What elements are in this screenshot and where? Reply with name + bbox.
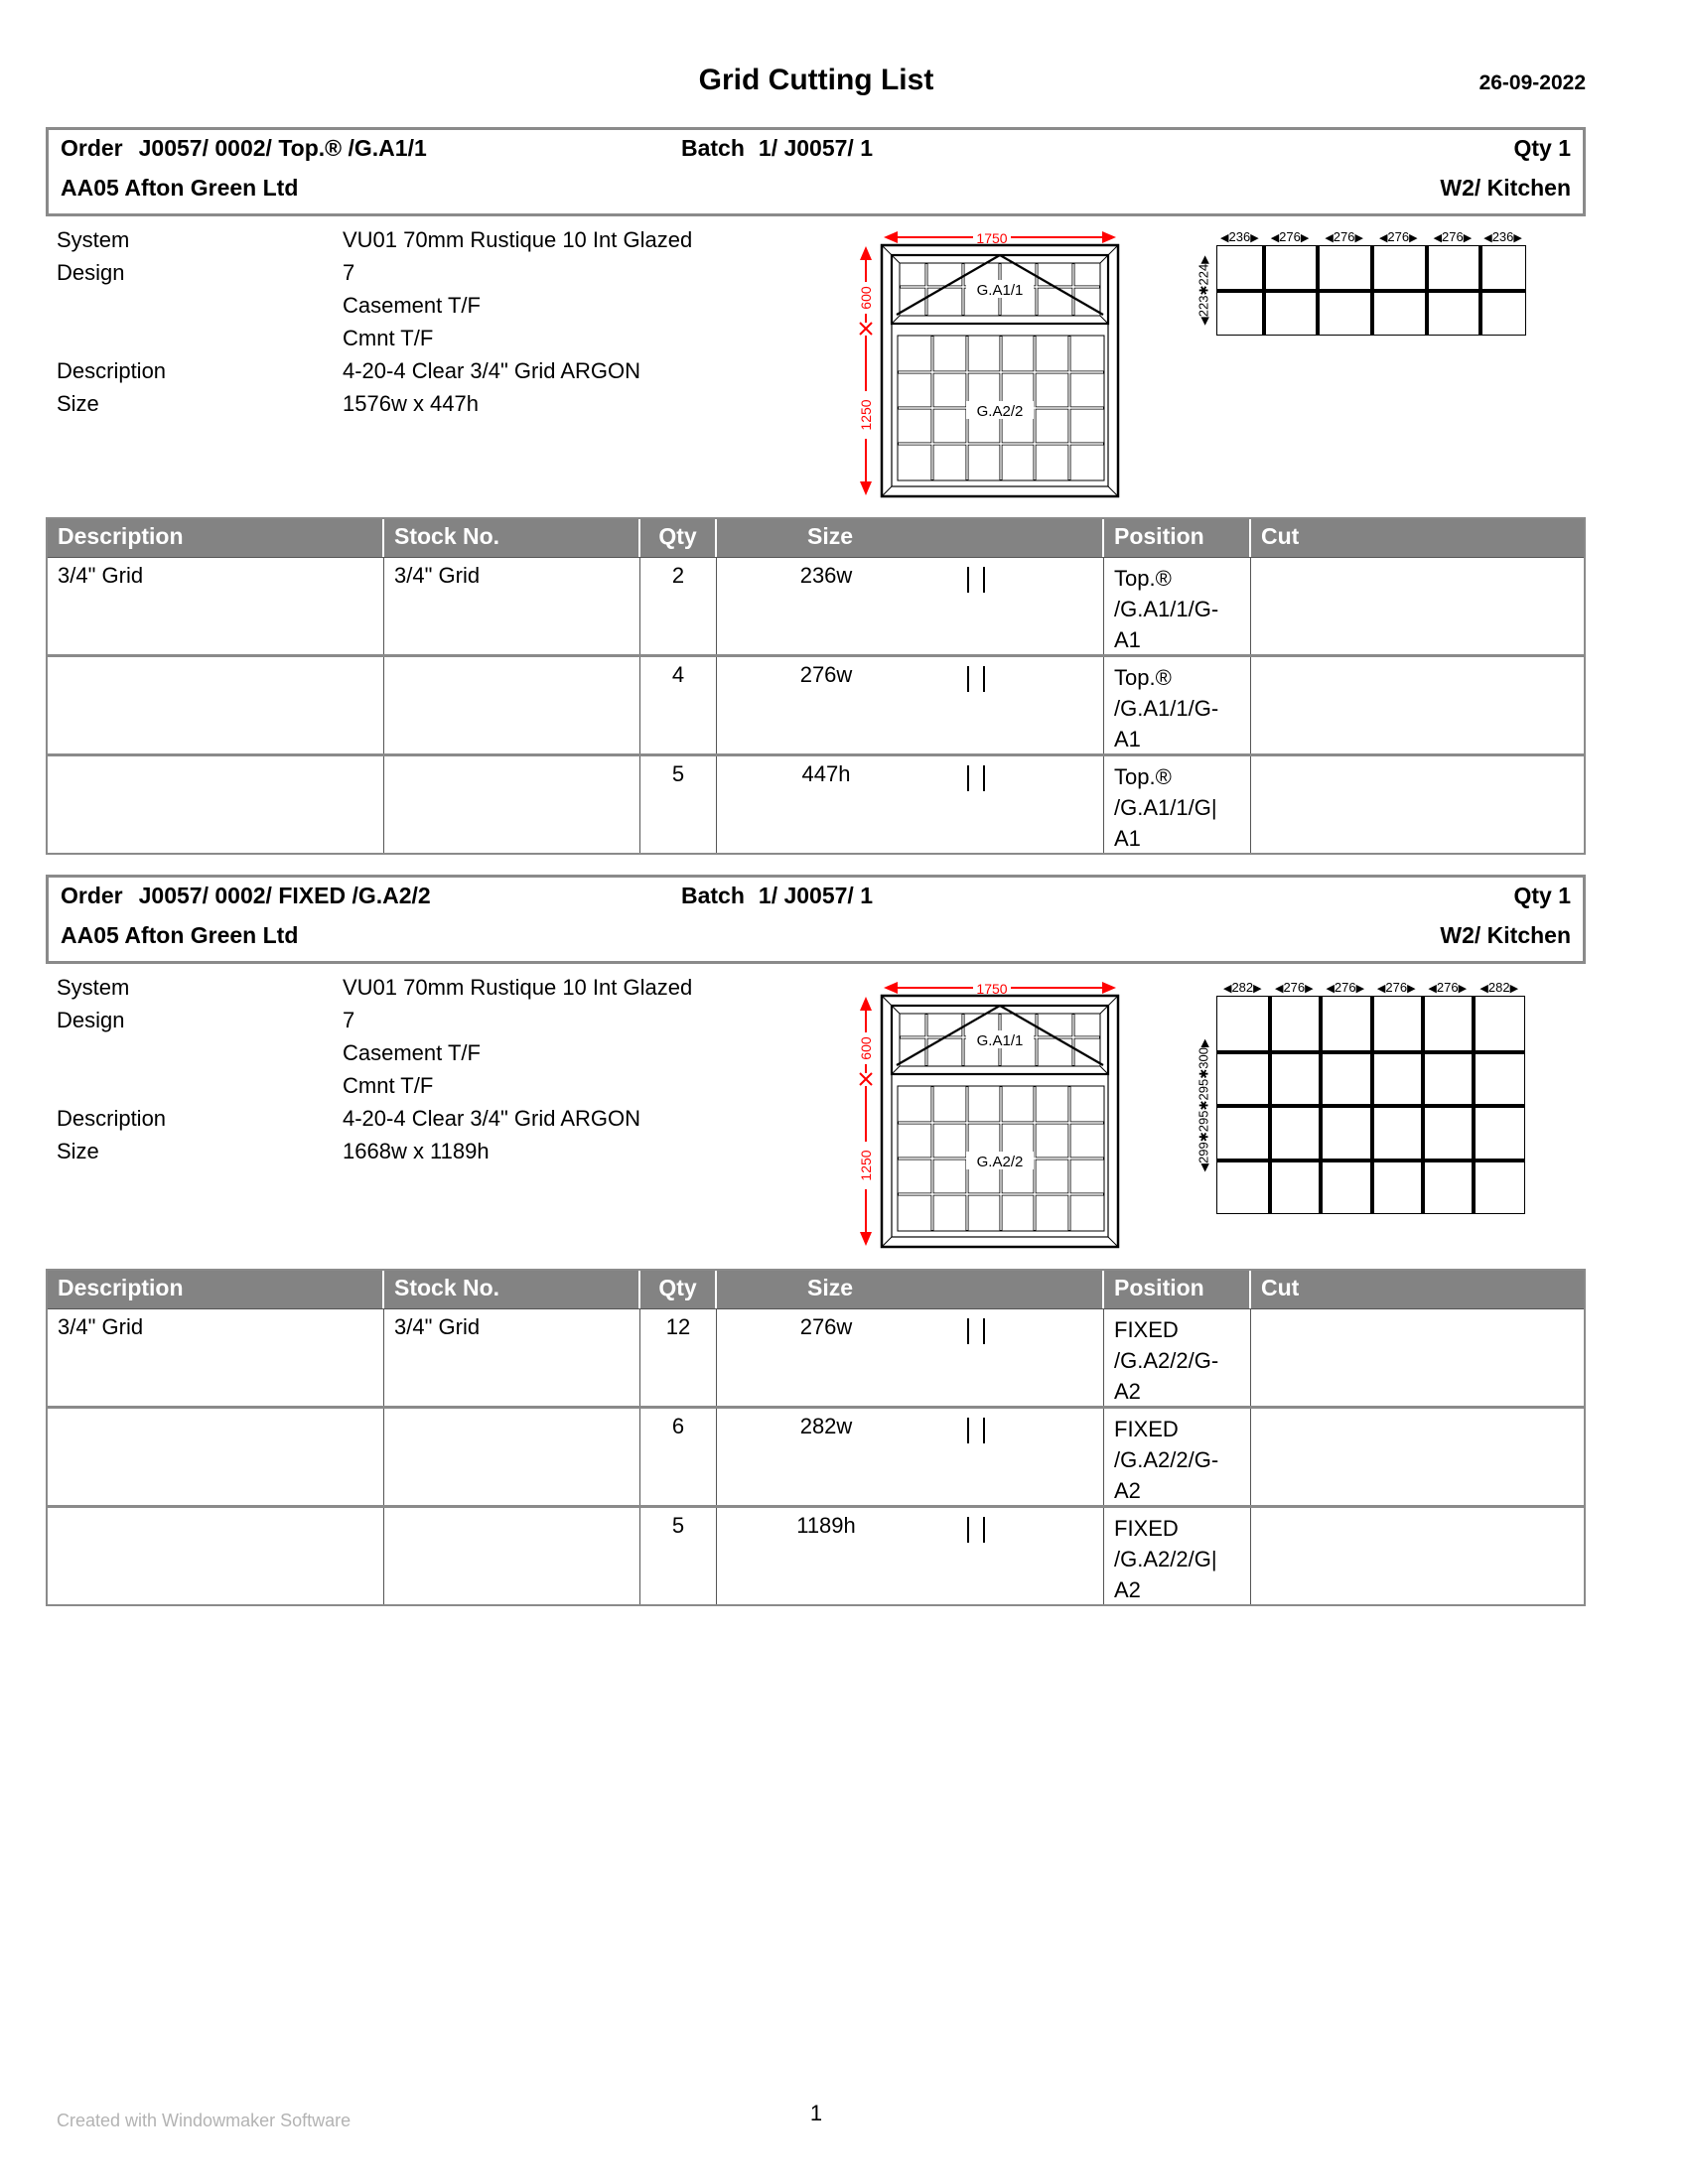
cell-size	[717, 756, 1104, 853]
width-dim-label: 1750	[976, 981, 1008, 997]
size-value: 276w	[799, 1314, 853, 1339]
header-cut: Cut	[1261, 1275, 1300, 1300]
red-dimension-lines	[860, 982, 1116, 1246]
header-description: Description	[48, 519, 384, 557]
row-dim: 299	[1196, 1141, 1211, 1163]
col-dim: ◀ 282 ▶	[1216, 980, 1269, 996]
report-date: 26-09-2022	[1478, 71, 1586, 94]
info-row-design3	[57, 322, 692, 354]
header-qty: Qty	[640, 1271, 717, 1308]
header-position: Position	[1104, 519, 1251, 557]
col-dim: ◀ 276 ▶	[1320, 980, 1370, 996]
col-dim: ◀ 276 ▶	[1317, 229, 1371, 245]
info-row-size	[57, 387, 692, 420]
red-dimension-lines	[860, 231, 1116, 495]
batch-value: 1/ J0057/ 1	[758, 883, 874, 908]
order-value: J0057/ 0002/ Top.® /G.A1/1	[138, 135, 427, 161]
info-label: System	[57, 227, 130, 252]
header-position: Position	[1104, 1271, 1251, 1308]
window-elevation-diagram	[854, 226, 1124, 500]
grid-dimensions-diagram	[1192, 980, 1534, 1228]
info-row-design3	[57, 1069, 692, 1102]
window-location: W2/ Kitchen	[1440, 175, 1571, 201]
cell-stock-no	[384, 657, 640, 753]
info-row-design2	[57, 289, 692, 322]
row-dims-rotated	[1196, 1038, 1211, 1171]
cell-qty: 6	[640, 1409, 717, 1505]
cell-stock-no	[384, 1409, 640, 1505]
qty-badge: Qty 1	[1513, 135, 1571, 161]
header-qty: Qty	[640, 519, 717, 557]
cell-cut	[1251, 558, 1584, 654]
info-value: 7	[343, 260, 355, 285]
order-section-2	[0, 875, 1688, 1609]
info-value: VU01 70mm Rustique 10 Int Glazed	[343, 975, 693, 1000]
header-description: Description	[48, 1271, 384, 1308]
bottom-pane-label: G.A2/2	[976, 1154, 1024, 1170]
grid-column-dims	[1216, 229, 1526, 245]
order-id	[61, 135, 427, 162]
cell-stock-no: 3/4" Grid	[384, 558, 640, 654]
col-dim: ◀ 276 ▶	[1426, 229, 1480, 245]
bottom-pane-label: G.A2/2	[976, 403, 1024, 420]
top-sash-label: G.A1/1	[976, 282, 1024, 299]
cell-description: 3/4" Grid	[48, 558, 384, 654]
bottom-height-dim-label: 1250	[858, 399, 874, 431]
info-row-design2	[57, 1036, 692, 1069]
info-label: Size	[57, 391, 99, 416]
grid-dimensions-diagram	[1192, 229, 1534, 348]
header-cut: Cut	[1261, 523, 1300, 549]
info-label: Description	[57, 1106, 167, 1131]
batch-id	[681, 135, 873, 162]
info-row-system	[57, 971, 692, 1004]
product-info-block	[57, 223, 692, 420]
table-header-row	[48, 1271, 1584, 1309]
cell-position: Top.® /G.A1/1/G| A1	[1104, 756, 1251, 853]
size-value: 1189h	[796, 1513, 856, 1538]
customer-name: AA05 Afton Green Ltd	[61, 175, 299, 201]
info-row-description	[57, 354, 692, 387]
size-value: 236w	[799, 563, 853, 588]
header-size: Size	[717, 519, 1104, 557]
info-value: 4-20-4 Clear 3/4" Grid ARGON	[343, 1106, 641, 1131]
cutting-list-table	[46, 517, 1586, 855]
cell-stock-no: 3/4" Grid	[384, 1309, 640, 1406]
col-dim: ◀ 236 ▶	[1479, 229, 1526, 245]
square-cut-marks	[967, 765, 999, 791]
table-row	[48, 558, 1584, 654]
order-header-box	[46, 127, 1586, 216]
info-label: Design	[57, 260, 125, 285]
software-credit: Created with Windowmaker Software	[57, 2111, 352, 2130]
table-row	[48, 1406, 1584, 1505]
cell-qty: 4	[640, 657, 717, 753]
batch-value: 1/ J0057/ 1	[758, 135, 874, 161]
cell-stock-no	[384, 756, 640, 853]
info-value: Casement T/F	[343, 293, 481, 318]
cell-description	[48, 657, 384, 753]
batch-id	[681, 883, 873, 909]
info-label: Size	[57, 1139, 99, 1163]
page-title: Grid Cutting List	[698, 64, 934, 96]
col-dim: ◀ 276 ▶	[1269, 980, 1320, 996]
qty-badge: Qty 1	[1513, 883, 1571, 908]
bottom-height-dim-label: 1250	[858, 1150, 874, 1181]
row-dim: ✱ 295	[1196, 1078, 1211, 1110]
page-number: 1	[809, 2101, 823, 2125]
square-cut-marks	[967, 1517, 999, 1543]
info-value: 7	[343, 1008, 355, 1032]
row-dims-rotated	[1196, 255, 1211, 325]
col-dim: ◀ 276 ▶	[1371, 229, 1426, 245]
cell-cut	[1251, 756, 1584, 853]
square-cut-marks	[967, 1418, 999, 1443]
batch-label: Batch	[681, 883, 745, 908]
size-value: 282w	[799, 1414, 853, 1438]
info-label: System	[57, 975, 130, 1000]
cell-qty: 2	[640, 558, 717, 654]
order-id	[61, 883, 431, 909]
row-dim: ✱ 224	[1196, 264, 1211, 296]
cell-stock-no	[384, 1508, 640, 1604]
info-value: 4-20-4 Clear 3/4" Grid ARGON	[343, 358, 641, 383]
order-section-1	[0, 127, 1688, 862]
cell-qty: 5	[640, 1508, 717, 1604]
info-value: 1576w x 447h	[343, 391, 479, 416]
top-height-dim-label: 600	[858, 286, 874, 310]
cell-size	[717, 558, 1104, 654]
window-elevation-diagram	[854, 977, 1124, 1251]
cell-cut	[1251, 1409, 1584, 1505]
order-header-row2	[49, 922, 1583, 958]
order-label: Order	[61, 135, 123, 161]
info-value: 1668w x 1189h	[343, 1139, 490, 1163]
cell-position: FIXED /G.A2/2/G- A2	[1104, 1309, 1251, 1406]
cell-cut	[1251, 1508, 1584, 1604]
cell-position: Top.® /G.A1/1/G- A1	[1104, 558, 1251, 654]
info-row-size	[57, 1135, 692, 1167]
grid-layout-box	[1216, 245, 1526, 336]
top-sash-label: G.A1/1	[976, 1032, 1024, 1049]
table-row	[48, 654, 1584, 753]
info-label: Description	[57, 358, 167, 383]
top-height-dim-label: 600	[858, 1036, 874, 1060]
cell-position: FIXED /G.A2/2/G| A2	[1104, 1508, 1251, 1604]
customer-name: AA05 Afton Green Ltd	[61, 922, 299, 948]
window-location: W2/ Kitchen	[1440, 922, 1571, 948]
info-value: Cmnt T/F	[343, 326, 434, 350]
square-cut-marks	[967, 567, 999, 593]
info-row-design	[57, 256, 692, 289]
table-row	[48, 753, 1584, 853]
cell-qty: 12	[640, 1309, 717, 1406]
cell-description	[48, 1508, 384, 1604]
header-stock-no: Stock No.	[384, 519, 640, 557]
batch-label: Batch	[681, 135, 745, 161]
product-info-block	[57, 971, 692, 1167]
row-dim: ✱ 300	[1196, 1047, 1211, 1079]
info-row-design	[57, 1004, 692, 1036]
cell-cut	[1251, 1309, 1584, 1406]
col-dim: ◀ 276 ▶	[1422, 980, 1473, 996]
info-value: VU01 70mm Rustique 10 Int Glazed	[343, 227, 693, 252]
order-value: J0057/ 0002/ FIXED /G.A2/2	[138, 883, 431, 908]
cutting-list-table	[46, 1269, 1586, 1606]
cell-description	[48, 756, 384, 853]
cell-position: FIXED /G.A2/2/G- A2	[1104, 1409, 1251, 1505]
order-header-row2	[49, 175, 1583, 210]
info-value: Casement T/F	[343, 1040, 481, 1065]
order-header-row1	[49, 883, 1583, 918]
table-row	[48, 1505, 1584, 1604]
cell-position: Top.® /G.A1/1/G- A1	[1104, 657, 1251, 753]
cell-qty: 5	[640, 756, 717, 853]
order-header-box	[46, 875, 1586, 964]
info-value: Cmnt T/F	[343, 1073, 434, 1098]
table-row	[48, 1309, 1584, 1406]
grid-row-dims	[1192, 996, 1215, 1214]
info-row-system	[57, 223, 692, 256]
info-row-description	[57, 1102, 692, 1135]
header-stock-no: Stock No.	[384, 1271, 640, 1308]
grid-row-dims	[1192, 245, 1215, 336]
size-value: 276w	[799, 662, 853, 687]
col-dim: ◀ 282 ▶	[1473, 980, 1525, 996]
col-dim: ◀ 276 ▶	[1263, 229, 1318, 245]
table-header-row	[48, 519, 1584, 558]
order-label: Order	[61, 883, 123, 908]
info-label: Design	[57, 1008, 125, 1032]
square-cut-marks	[967, 666, 999, 692]
cell-description	[48, 1409, 384, 1505]
header-size: Size	[717, 1271, 1104, 1308]
cell-size	[717, 1409, 1104, 1505]
cell-size	[717, 1508, 1104, 1604]
square-cut-marks	[967, 1318, 999, 1344]
row-dim: 223	[1196, 295, 1211, 318]
order-header-row1	[49, 135, 1583, 171]
cell-size	[717, 1309, 1104, 1406]
grid-column-dims	[1216, 980, 1525, 996]
cell-cut	[1251, 657, 1584, 753]
size-value: 447h	[801, 761, 851, 786]
width-dim-label: 1750	[976, 230, 1008, 246]
cell-size	[717, 657, 1104, 753]
col-dim: ◀ 236 ▶	[1216, 229, 1263, 245]
grid-layout-box	[1216, 996, 1525, 1214]
col-dim: ◀ 276 ▶	[1371, 980, 1422, 996]
row-dim: ✱ 295	[1196, 1110, 1211, 1142]
cell-description: 3/4" Grid	[48, 1309, 384, 1406]
